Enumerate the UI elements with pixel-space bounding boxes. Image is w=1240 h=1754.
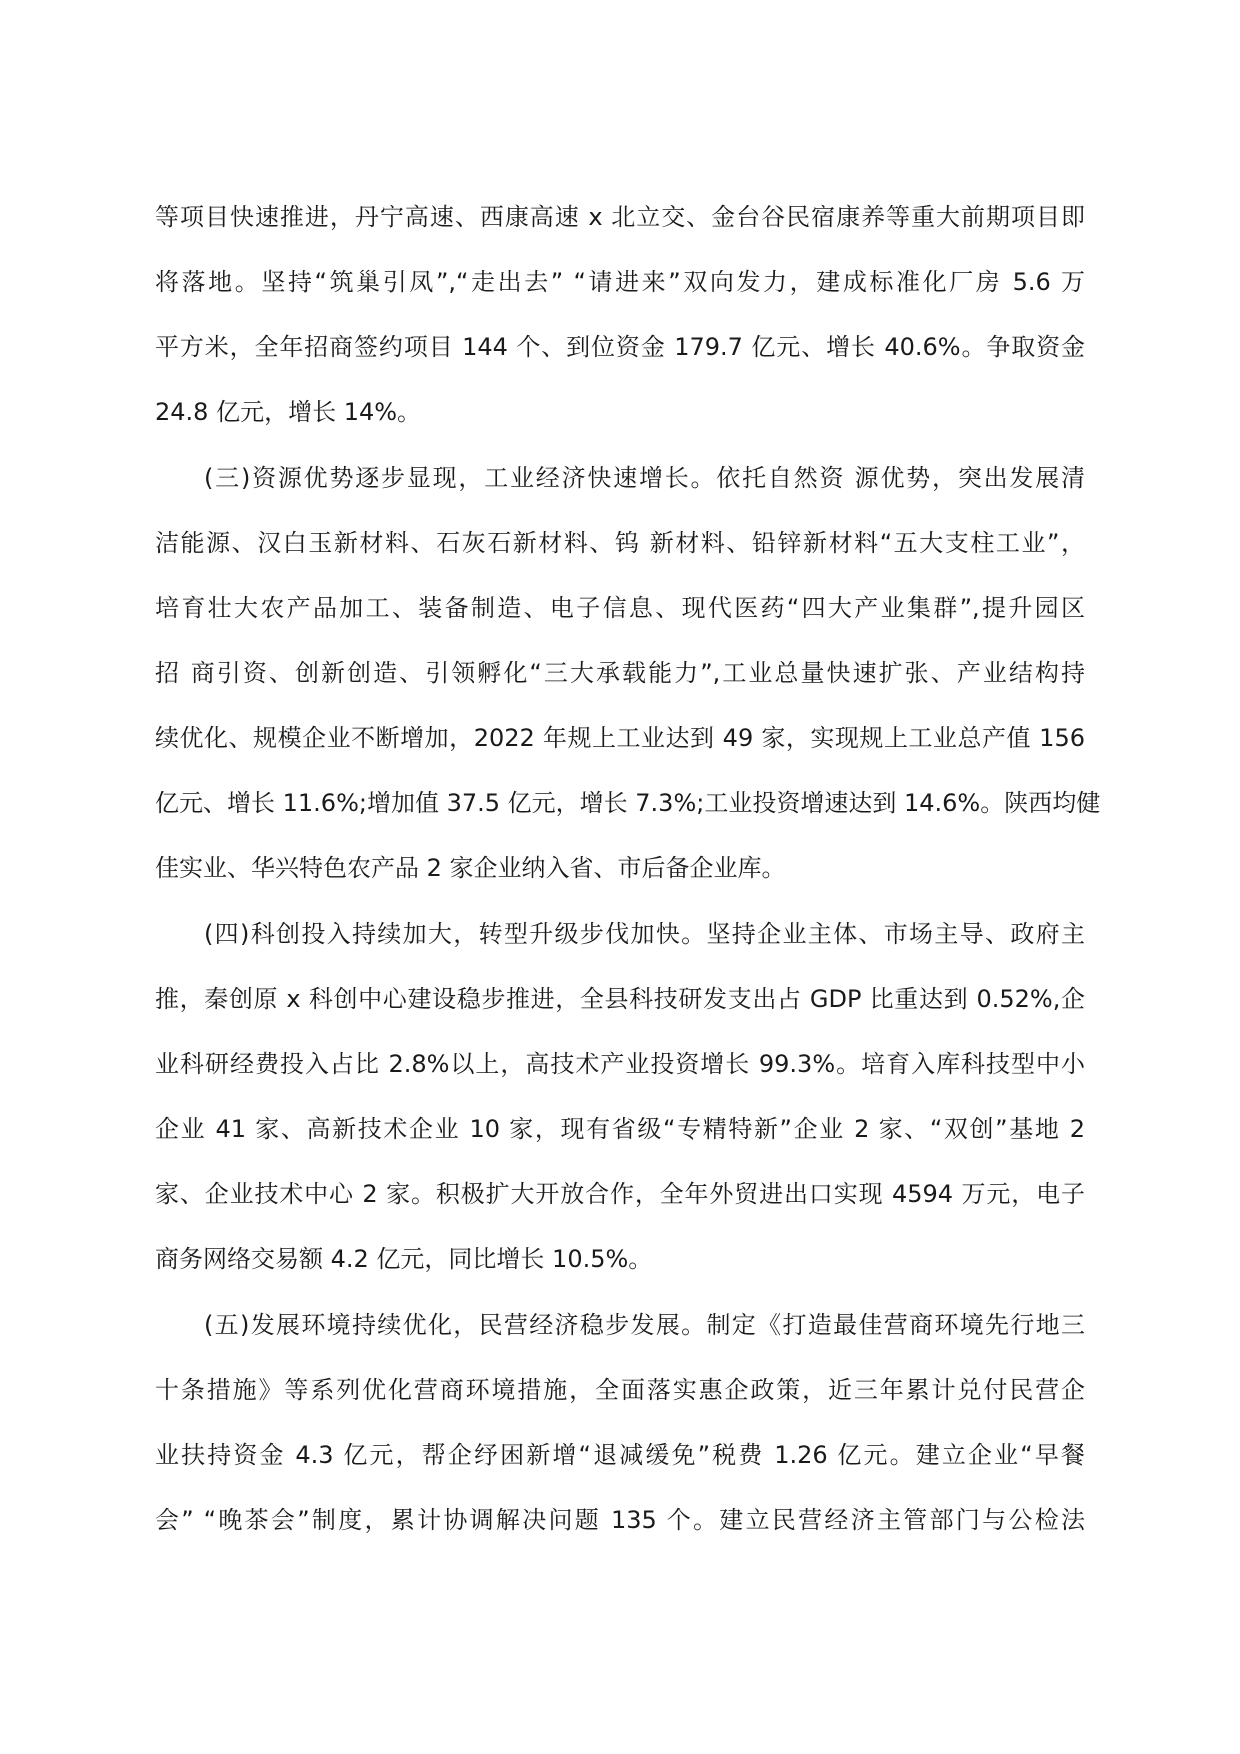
paragraph-project-investment	[155, 185, 1085, 445]
paragraph-industrial-economy	[155, 446, 1101, 901]
text-line: 亿元、增长 11.6%;增加值 37.5 亿元，增长 7.3%;工业投资增速达到 14.6%。陕西均健	[155, 789, 1101, 817]
text-line: 业扶持资金 4.3 亿元，帮企纾困新增“退减缓免”税费 1.26 亿元。建立企业“早餐	[155, 1441, 1085, 1469]
paragraph-business-environment	[155, 1293, 1085, 1553]
text-line: 商务网络交易额 4.2 亿元，同比增长 10.5%。	[155, 1245, 653, 1273]
text-line: 家、企业技术中心 2 家。积极扩大开放合作，全年外贸进出口实现 4594 万元，电子	[155, 1180, 1085, 1208]
text-line: 十条措施》等系列优化营商环境措施，全面落实惠企政策，近三年累计兑付民营企	[155, 1376, 1085, 1404]
text-line: 业科研经费投入占比 2.8%以上，高技术产业投资增长 99.3%。培育入库科技型中小	[155, 1050, 1085, 1078]
text-line: 洁能源、汉白玉新材料、石灰石新材料、钨 新材料、铅锌新材料“五大支柱工业”，	[155, 529, 1085, 557]
text-line: 续优化、规模企业不断增加，2022 年规上工业达到 49 家，实现规上工业总产值 156	[155, 724, 1085, 752]
text-line: 佳实业、华兴特色农产品 2 家企业纳入省、市后备企业库。	[155, 854, 786, 882]
paragraph-innovation	[155, 902, 1085, 1292]
text-line: 将落地。坚持“筑巢引凤”,“走出去” “请进来”双向发力，建成标准化厂房 5.6 万	[155, 268, 1085, 296]
document-body	[155, 185, 1101, 1554]
text-line: (五)发展环境持续优化，民营经济稳步发展。制定《打造最佳营商环境先行地三	[204, 1311, 1085, 1339]
text-line: 企业 41 家、高新技术企业 10 家，现有省级“专精特新”企业 2 家、“双创”基地 2	[155, 1115, 1085, 1143]
text-line: 推，秦创原 x 科创中心建设稳步推进，全县科技研发支出占 GDP 比重达到 0.52%,企	[155, 985, 1085, 1013]
text-line: 招 商引资、创新创造、引领孵化“三大承载能力”,工业总量快速扩张、产业结构持	[155, 659, 1085, 687]
text-line: 平方米，全年招商签约项目 144 个、到位资金 179.7 亿元、增长 40.6%。争取资金	[155, 333, 1085, 361]
text-line: 等项目快速推进，丹宁高速、西康高速 x 北立交、金台谷民宿康养等重大前期项目即	[155, 203, 1085, 231]
text-line: 会” “晚茶会”制度，累计协调解决问题 135 个。建立民营经济主管部门与公检法	[155, 1506, 1085, 1534]
text-line: (四)科创投入持续加大，转型升级步伐加快。坚持企业主体、市场主导、政府主	[204, 920, 1085, 948]
text-line: (三)资源优势逐步显现，工业经济快速增长。依托自然资 源优势，突出发展清	[204, 464, 1085, 492]
text-line: 24.8 亿元，增长 14%。	[155, 398, 422, 426]
text-line: 培育壮大农产品加工、装备制造、电子信息、现代医药“四大产业集群”,提升园区	[155, 594, 1085, 622]
